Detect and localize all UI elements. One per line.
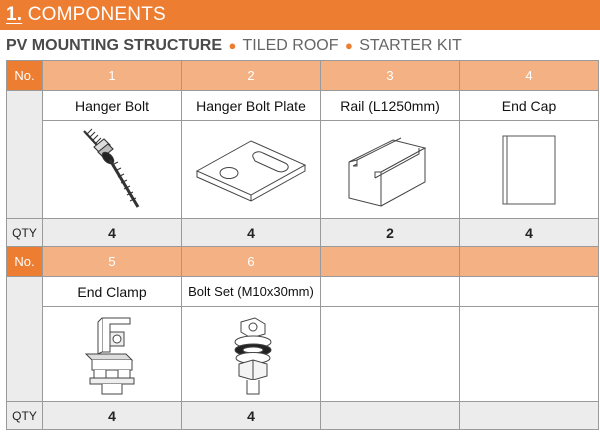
item-qty [321, 402, 460, 430]
item-qty: 4 [182, 219, 321, 247]
section-title-text: COMPONENTS [27, 4, 166, 25]
item-name [460, 277, 599, 307]
item-number: 4 [460, 61, 599, 91]
section-title [0, 0, 600, 30]
item-number: 3 [321, 61, 460, 91]
item-name [321, 277, 460, 307]
empty-cell [321, 307, 460, 402]
item-name: End Clamp [43, 277, 182, 307]
bullet-dot: ● [228, 38, 237, 53]
item-name: End Cap [460, 91, 599, 121]
item-number: 2 [182, 61, 321, 91]
hanger-bolt-plate-image [182, 121, 321, 219]
qty-row [7, 402, 599, 430]
item-name: Rail (L1250mm) [321, 91, 460, 121]
table-row [7, 277, 599, 307]
item-qty: 4 [43, 219, 182, 247]
item-name: Hanger Bolt Plate [182, 91, 321, 121]
bolt-set-image [182, 307, 321, 402]
item-name: Bolt Set (M10x30mm) [182, 277, 321, 307]
table-row [7, 121, 599, 219]
qty-row [7, 219, 599, 247]
row-label-empty [7, 277, 43, 402]
section-number: 1. [6, 4, 23, 25]
rail-icon [335, 130, 445, 210]
table-header-row [7, 61, 599, 91]
hanger-bolt-plate-icon [187, 135, 315, 205]
item-number: 5 [43, 247, 182, 277]
no-label: No. [7, 61, 43, 91]
item-qty: 4 [460, 219, 599, 247]
table-header-row [7, 247, 599, 277]
empty-cell [460, 307, 599, 402]
item-number: 6 [182, 247, 321, 277]
bolt-set-icon [211, 312, 291, 397]
qty-label: QTY [7, 402, 43, 430]
item-number [321, 247, 460, 277]
table-row [7, 91, 599, 121]
end-cap-icon [489, 130, 569, 210]
hanger-bolt-icon [72, 125, 152, 215]
item-number: 1 [43, 61, 182, 91]
item-qty: 4 [43, 402, 182, 430]
item-qty: 2 [321, 219, 460, 247]
hanger-bolt-image [43, 121, 182, 219]
item-qty: 4 [182, 402, 321, 430]
qty-label: QTY [7, 219, 43, 247]
item-number [460, 247, 599, 277]
rail-image [321, 121, 460, 219]
subtitle [6, 35, 462, 57]
end-clamp-icon [72, 312, 152, 397]
table-row [7, 307, 599, 402]
item-qty [460, 402, 599, 430]
bullet-dot: ● [344, 38, 353, 53]
subtitle-roof: TILED ROOF [242, 37, 339, 54]
no-label: No. [7, 247, 43, 277]
row-label-empty [7, 91, 43, 219]
end-cap-image [460, 121, 599, 219]
item-name: Hanger Bolt [43, 91, 182, 121]
end-clamp-image [43, 307, 182, 402]
subtitle-kit: STARTER KIT [359, 37, 462, 54]
subtitle-structure: PV MOUNTING STRUCTURE [6, 37, 222, 54]
components-table [6, 60, 599, 430]
